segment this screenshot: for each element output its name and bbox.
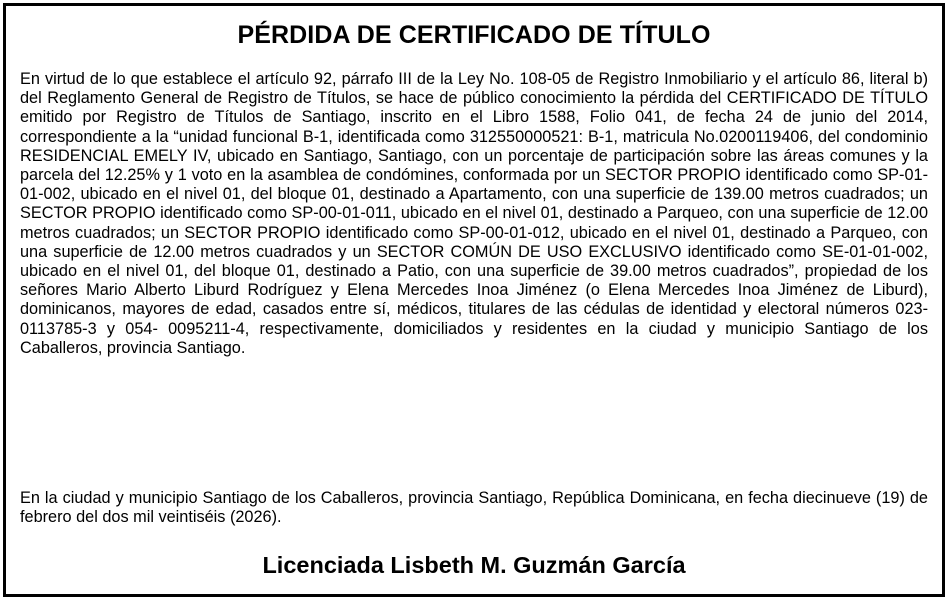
notice-body: En virtud de lo que establece el artículo 92, párrafo III de la Ley No. 108-05 de Registro Inmobiliario y el artículo 86, literal b) del Reglamento General de Registro de Títulos, se hace de público conocimiento la pérdida del CERTIFICADO DE TÍTULO emitido por Registro de Títulos de Santiago, inscrito en el Libro 1588, Folio 041, de fecha 24 de junio del 2014, correspondiente a la “unidad funcional B-1, identificada como 312550000521: B-1, matricula No.0200119406, del condominio RESIDENCIAL EMELY IV, ubicado en Santiago, Santiago, con un porcentaje de participación sobre las áreas comunes y la parcela del 12.25% y 1 voto en la asamblea de condómines, conformada por un SECTOR PROPIO identificado como SP-01-01-002, ubicado en el nivel 01, del bloque 01, destinado a Apartamento, con una superficie de 139.00 metros cuadrados; un SECTOR PROPIO identificado como SP-00-01-011, ubicado en el nivel 01, destinado a Parqueo, con una superficie de 12.00 metros cuadrados; un SECTOR PROPIO identificado como SP-00-01-012, ubicado en el nivel 01, destinado a Parqueo, con una superficie de 12.00 metros cuadrados y un SECTOR COMÚN DE USO EXCLUSIVO identificado como SE-01-01-002, ubicado en el nivel 01, del bloque 01, destinado a Patio, con una superficie de 39.00 metros cuadrados”, propiedad de los señores Mario Alberto Liburd Rodríguez y Elena Mercedes Inoa Jiménez (o Elena Mercedes Inoa Jiménez de Liburd), dominicanos, mayores de edad, casados entre sí, médicos, titulares de las cédulas de identidad y electoral números 023-0113785-3 y 054- 0095211-4, respectivamente, domiciliados y residentes en la ciudad y municipio Santiago de los Caballeros, provincia Santiago.	[20, 70, 928, 357]
legal-notice	[3, 3, 945, 597]
notice-signature: Licenciada Lisbeth M. Guzmán García	[262, 552, 686, 578]
notice-title: PÉRDIDA DE CERTIFICADO DE TÍTULO	[237, 21, 711, 49]
notice-closing: En la ciudad y municipio Santiago de los Caballeros, provincia Santiago, República Dominicana, en fecha diecinueve (19) de febrero del dos mil veintiséis (2026).	[20, 489, 928, 527]
